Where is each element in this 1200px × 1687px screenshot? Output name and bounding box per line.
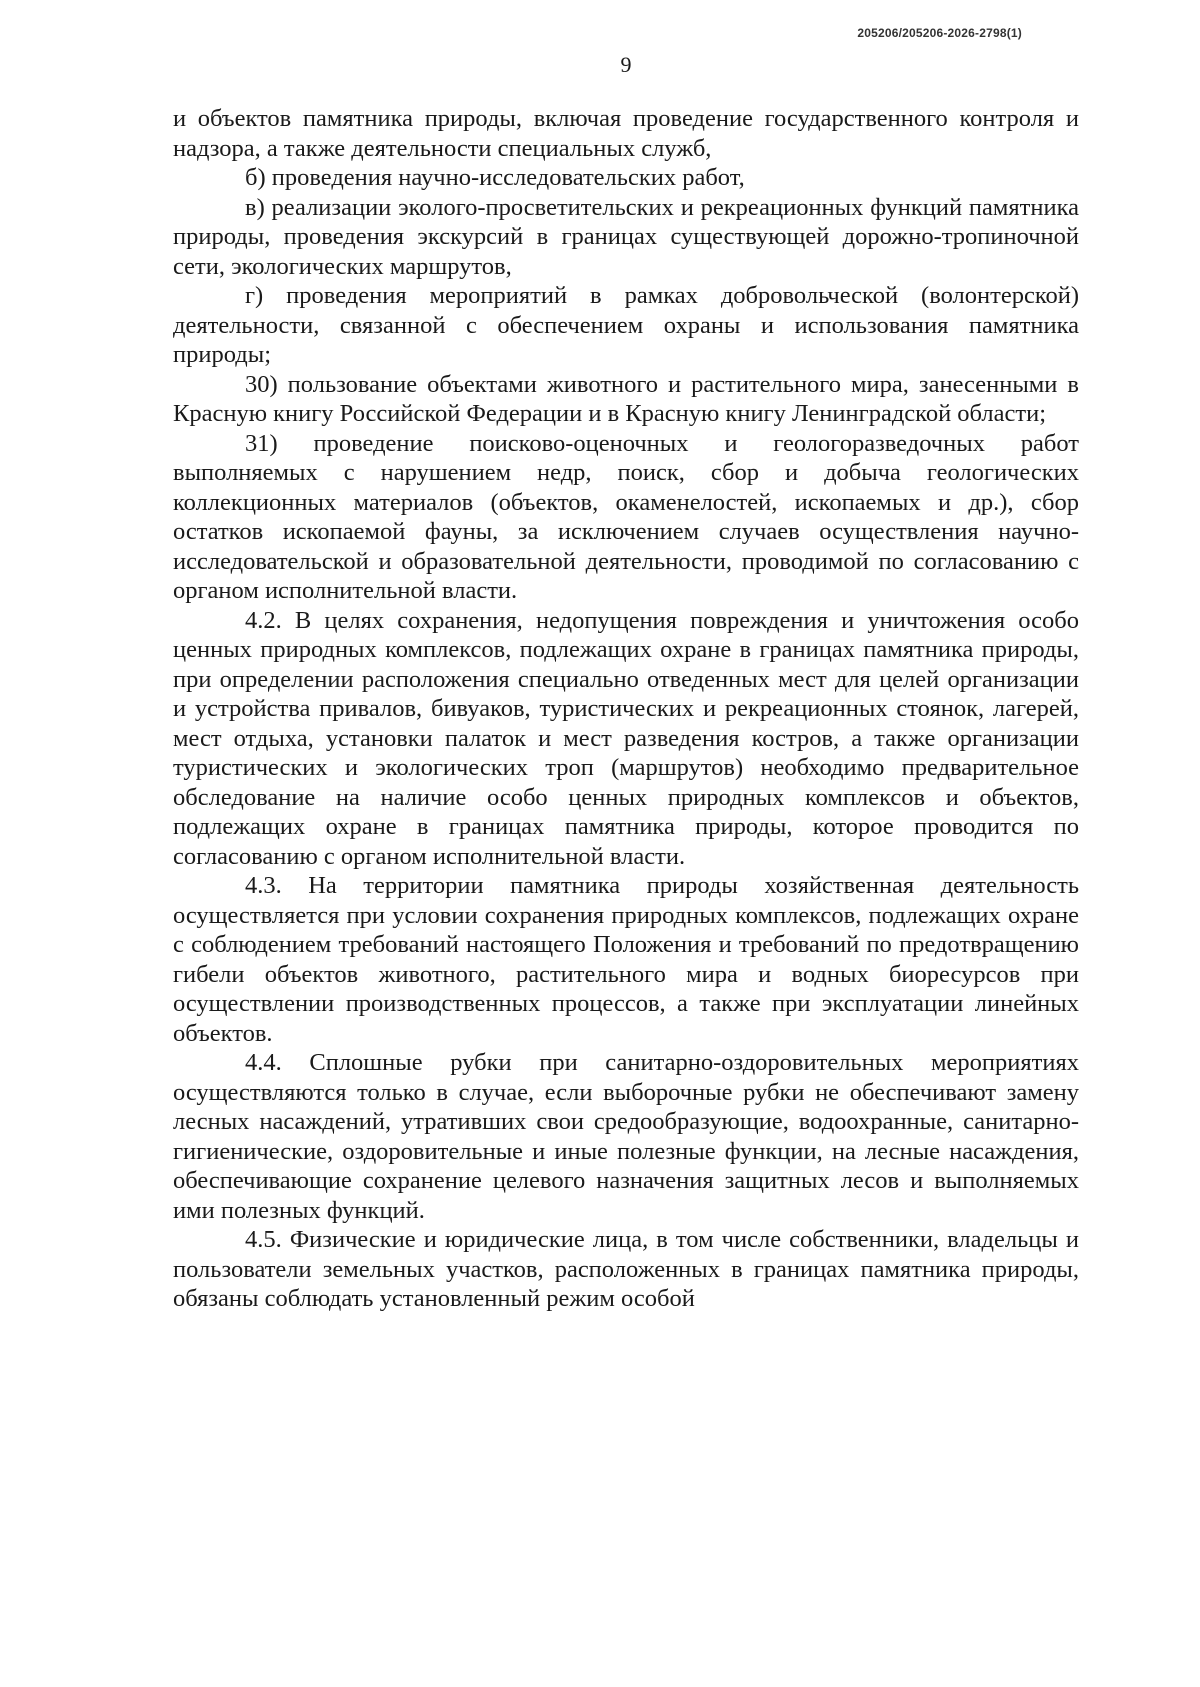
document-registration-number: 205206/205206-2026-2798(1) bbox=[857, 26, 1022, 40]
paragraph-item-g: г) проведения мероприятий в рамках добровольческой (волонтерской) деятельности, связанной с обеспечением охраны и использования памятника природы; bbox=[173, 282, 1079, 368]
paragraph-4-3: 4.3. На территории памятника природы хозяйственная деятельность осуществляется при условии сохранения природных комплексов, подлежащих охране с соблюдением требований настоящего Положения и требований по предотвращению гибели объектов животного, растительного мира и водных биоресурсов при осуществлении производственных процессов, а также при эксплуатации линейных объектов. bbox=[173, 872, 1079, 1047]
paragraph-continuation: и объектов памятника природы, включая проведение государственного контроля и надзора, а также деятельности специальных служб, bbox=[173, 105, 1079, 162]
paragraph-4-5: 4.5. Физические и юридические лица, в том числе собственники, владельцы и пользователи земельных участков, расположенных в границах памятника природы, обязаны соблюдать установленный режим особой bbox=[173, 1226, 1079, 1312]
document-body bbox=[173, 104, 1079, 1314]
paragraph-4-4: 4.4. Сплошные рубки при санитарно-оздоровительных мероприятиях осуществляются только в случае, если выборочные рубки не обеспечивают замену лесных насаждений, утративших свои средообразующие, водоохранные, санитарно-гигиенические, оздоровительные и иные полезные функции, на лесные насаждения, обеспечивающие сохранение целевого назначения защитных лесов и выполняемых ими полезных функций. bbox=[173, 1049, 1079, 1224]
paragraph-item-31: 31) проведение поисково-оценочных и геологоразведочных работ выполняемых с нарушением недр, поиск, сбор и добыча геологических коллекционных материалов (объектов, окаменелостей, ископаемых и др.), сбор остатков ископаемой фауны, за исключением случаев осуществления научно-исследовательской и образовательной деятельности, проводимой по согласованию с органом исполнительной власти. bbox=[173, 429, 1079, 604]
paragraph-4-2: 4.2. В целях сохранения, недопущения повреждения и уничтожения особо ценных природных комплексов, подлежащих охране в границах памятника природы, при определении расположения специально отведенных мест для целей организации и устройства привалов, бивуаков, туристических и рекреационных стоянок, лагерей, мест отдыха, установки палаток и мест разведения костров, а также организации туристических и экологических троп (маршрутов) необходимо предварительное обследование на наличие особо ценных природных комплексов и объектов, подлежащих охране в границах памятника природы, которое проводится по согласованию с органом исполнительной власти. bbox=[173, 606, 1079, 870]
page-number: 9 bbox=[620, 52, 632, 77]
paragraph-item-b: б) проведения научно-исследовательских работ, bbox=[245, 164, 745, 191]
paragraph-item-30: 30) пользование объектами животного и растительного мира, занесенными в Красную книгу Российской Федерации и в Красную книгу Ленинградской области; bbox=[173, 370, 1079, 427]
paragraph-item-v: в) реализации эколого-просветительских и рекреационных функций памятника природы, проведения экскурсий в границах существующей дорожно-тропиночной сети, экологических маршрутов, bbox=[173, 193, 1079, 280]
